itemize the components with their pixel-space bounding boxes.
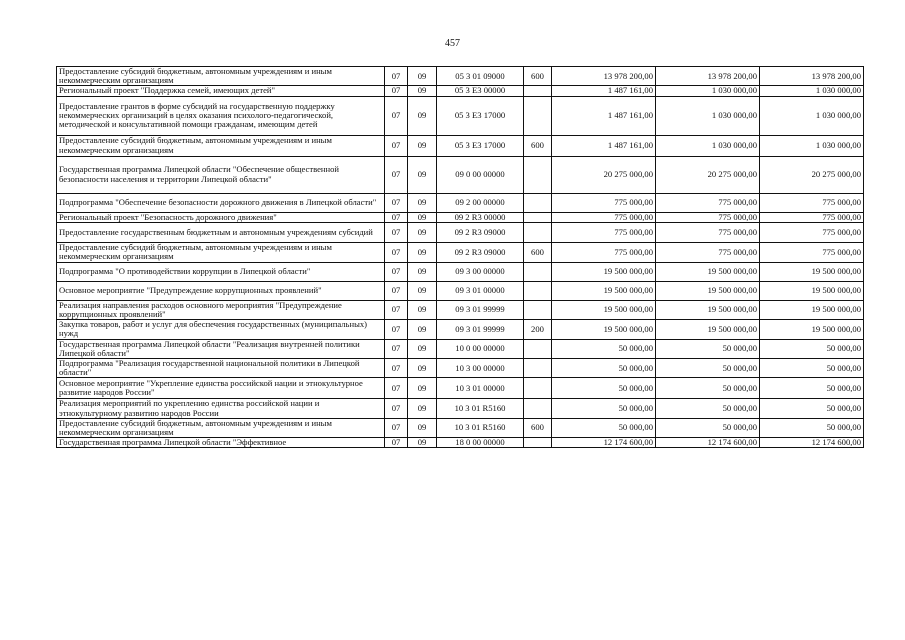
row-amount-year3: 1 030 000,00 xyxy=(760,135,864,156)
row-amount-year2: 50 000,00 xyxy=(656,399,760,418)
row-amount-year1: 19 500 000,00 xyxy=(552,281,656,300)
page-number: 457 xyxy=(445,38,460,49)
table-row xyxy=(57,418,864,437)
row-name: Предоставление субсидий бюджетным, автономным учреждениям и иным некоммерческим организациям xyxy=(57,135,385,156)
row-target-code: 05 3 01 09000 xyxy=(437,67,524,86)
row-subsection: 09 xyxy=(408,300,437,319)
row-amount-year3: 50 000,00 xyxy=(760,378,864,399)
row-expense-type xyxy=(524,281,552,300)
row-section: 07 xyxy=(385,156,408,193)
row-name: Подпрограмма "Обеспечение безопасности дорожного движения в Липецкой области" xyxy=(57,193,385,212)
row-target-code: 09 2 R3 09000 xyxy=(437,242,524,262)
row-expense-type: 600 xyxy=(524,242,552,262)
row-name: Региональный проект "Безопасность дорожного движения" xyxy=(57,212,385,222)
row-amount-year2: 775 000,00 xyxy=(656,212,760,222)
row-target-code: 09 2 R3 09000 xyxy=(437,222,524,242)
row-section: 07 xyxy=(385,378,408,399)
row-amount-year1: 1 487 161,00 xyxy=(552,135,656,156)
row-subsection: 09 xyxy=(408,212,437,222)
budget-table-body xyxy=(57,67,864,448)
row-subsection: 09 xyxy=(408,438,437,448)
row-expense-type xyxy=(524,438,552,448)
row-amount-year3: 1 030 000,00 xyxy=(760,86,864,96)
table-row xyxy=(57,399,864,418)
table-row xyxy=(57,222,864,242)
row-name: Государственная программа Липецкой области "Эффективное xyxy=(57,438,385,448)
row-name: Основное мероприятие "Укрепление единства российской нации и этнокультурное развитие народов России" xyxy=(57,378,385,399)
row-amount-year3: 12 174 600,00 xyxy=(760,438,864,448)
row-expense-type: 600 xyxy=(524,67,552,86)
row-target-code: 10 3 00 00000 xyxy=(437,359,524,378)
row-amount-year1: 13 978 200,00 xyxy=(552,67,656,86)
row-amount-year3: 19 500 000,00 xyxy=(760,281,864,300)
row-section: 07 xyxy=(385,339,408,358)
table-row xyxy=(57,242,864,262)
row-name: Государственная программа Липецкой области "Обеспечение общественной безопасности населения и территории Липецкой области" xyxy=(57,156,385,193)
row-amount-year3: 50 000,00 xyxy=(760,399,864,418)
row-amount-year2: 13 978 200,00 xyxy=(656,67,760,86)
row-section: 07 xyxy=(385,222,408,242)
table-row xyxy=(57,281,864,300)
row-amount-year2: 19 500 000,00 xyxy=(656,262,760,281)
row-amount-year1: 50 000,00 xyxy=(552,399,656,418)
row-amount-year2: 1 030 000,00 xyxy=(656,135,760,156)
row-amount-year3: 19 500 000,00 xyxy=(760,320,864,339)
row-section: 07 xyxy=(385,438,408,448)
row-amount-year3: 50 000,00 xyxy=(760,418,864,437)
row-amount-year3: 775 000,00 xyxy=(760,193,864,212)
row-amount-year1: 775 000,00 xyxy=(552,212,656,222)
table-row xyxy=(57,67,864,86)
row-amount-year3: 50 000,00 xyxy=(760,339,864,358)
row-amount-year3: 50 000,00 xyxy=(760,359,864,378)
row-section: 07 xyxy=(385,96,408,135)
row-target-code: 09 0 00 00000 xyxy=(437,156,524,193)
row-name: Реализация мероприятий по укреплению единства российской нации и этнокультурному развитию народов России xyxy=(57,399,385,418)
row-amount-year3: 1 030 000,00 xyxy=(760,96,864,135)
row-subsection: 09 xyxy=(408,242,437,262)
row-amount-year1: 50 000,00 xyxy=(552,418,656,437)
table-row xyxy=(57,193,864,212)
row-expense-type xyxy=(524,212,552,222)
row-expense-type: 200 xyxy=(524,320,552,339)
row-expense-type xyxy=(524,156,552,193)
table-row xyxy=(57,96,864,135)
row-amount-year1: 19 500 000,00 xyxy=(552,300,656,319)
row-amount-year1: 50 000,00 xyxy=(552,378,656,399)
row-amount-year1: 1 487 161,00 xyxy=(552,86,656,96)
row-section: 07 xyxy=(385,320,408,339)
table-row xyxy=(57,156,864,193)
row-name: Основное мероприятие "Предупреждение коррупционных проявлений" xyxy=(57,281,385,300)
row-subsection: 09 xyxy=(408,96,437,135)
row-amount-year2: 50 000,00 xyxy=(656,378,760,399)
row-name: Подпрограмма "О противодействии коррупции в Липецкой области" xyxy=(57,262,385,281)
row-amount-year1: 1 487 161,00 xyxy=(552,96,656,135)
table-row xyxy=(57,438,864,448)
row-expense-type xyxy=(524,378,552,399)
row-expense-type xyxy=(524,399,552,418)
row-target-code: 10 3 01 R5160 xyxy=(437,418,524,437)
row-name: Предоставление грантов в форме субсидий на государственную поддержку некоммерческих организаций в целях оказания психолого-педагогической, методической и консультативной помощи гражданам, имеющим детей xyxy=(57,96,385,135)
row-expense-type xyxy=(524,359,552,378)
row-section: 07 xyxy=(385,212,408,222)
table-row xyxy=(57,262,864,281)
table-row xyxy=(57,378,864,399)
row-amount-year3: 775 000,00 xyxy=(760,212,864,222)
row-target-code: 09 3 01 00000 xyxy=(437,281,524,300)
row-name: Предоставление государственным бюджетным и автономным учреждениям субсидий xyxy=(57,222,385,242)
row-section: 07 xyxy=(385,281,408,300)
row-amount-year2: 50 000,00 xyxy=(656,339,760,358)
row-section: 07 xyxy=(385,86,408,96)
row-target-code: 05 3 E3 00000 xyxy=(437,86,524,96)
row-name: Государственная программа Липецкой области "Реализация внутренней политики Липецкой области" xyxy=(57,339,385,358)
row-amount-year2: 1 030 000,00 xyxy=(656,96,760,135)
row-subsection: 09 xyxy=(408,262,437,281)
row-target-code: 09 3 00 00000 xyxy=(437,262,524,281)
row-expense-type xyxy=(524,222,552,242)
row-section: 07 xyxy=(385,300,408,319)
table-row xyxy=(57,339,864,358)
row-name: Реализация направления расходов основного мероприятия "Предупреждение коррупционных проявлений" xyxy=(57,300,385,319)
row-amount-year2: 50 000,00 xyxy=(656,418,760,437)
row-amount-year1: 12 174 600,00 xyxy=(552,438,656,448)
row-target-code: 05 3 E3 17000 xyxy=(437,96,524,135)
row-subsection: 09 xyxy=(408,339,437,358)
table-row xyxy=(57,86,864,96)
row-expense-type: 600 xyxy=(524,135,552,156)
table-row xyxy=(57,320,864,339)
row-section: 07 xyxy=(385,262,408,281)
row-subsection: 09 xyxy=(408,67,437,86)
row-expense-type: 600 xyxy=(524,418,552,437)
row-section: 07 xyxy=(385,242,408,262)
row-target-code: 10 3 01 00000 xyxy=(437,378,524,399)
row-name: Региональный проект "Поддержка семей, имеющих детей" xyxy=(57,86,385,96)
row-section: 07 xyxy=(385,359,408,378)
row-amount-year3: 20 275 000,00 xyxy=(760,156,864,193)
row-amount-year2: 19 500 000,00 xyxy=(656,300,760,319)
row-subsection: 09 xyxy=(408,86,437,96)
row-name: Подпрограмма "Реализация государственной национальной политики в Липецкой области" xyxy=(57,359,385,378)
row-amount-year2: 775 000,00 xyxy=(656,242,760,262)
row-section: 07 xyxy=(385,399,408,418)
table-row xyxy=(57,300,864,319)
row-target-code: 10 3 01 R5160 xyxy=(437,399,524,418)
row-subsection: 09 xyxy=(408,378,437,399)
row-name: Предоставление субсидий бюджетным, автономным учреждениям и иным некоммерческим организациям xyxy=(57,67,385,86)
row-amount-year2: 19 500 000,00 xyxy=(656,320,760,339)
row-subsection: 09 xyxy=(408,399,437,418)
row-name: Предоставление субсидий бюджетным, автономным учреждениям и иным некоммерческим организациям xyxy=(57,418,385,437)
row-amount-year3: 19 500 000,00 xyxy=(760,300,864,319)
row-expense-type xyxy=(524,262,552,281)
row-target-code: 05 3 E3 17000 xyxy=(437,135,524,156)
row-subsection: 09 xyxy=(408,135,437,156)
row-subsection: 09 xyxy=(408,359,437,378)
row-target-code: 09 2 00 00000 xyxy=(437,193,524,212)
table-row xyxy=(57,135,864,156)
row-amount-year3: 19 500 000,00 xyxy=(760,262,864,281)
row-amount-year1: 775 000,00 xyxy=(552,193,656,212)
row-section: 07 xyxy=(385,135,408,156)
row-amount-year1: 50 000,00 xyxy=(552,359,656,378)
row-amount-year3: 775 000,00 xyxy=(760,222,864,242)
row-expense-type xyxy=(524,193,552,212)
row-amount-year3: 775 000,00 xyxy=(760,242,864,262)
row-subsection: 09 xyxy=(408,281,437,300)
row-section: 07 xyxy=(385,67,408,86)
row-amount-year2: 50 000,00 xyxy=(656,359,760,378)
row-target-code: 09 3 01 99999 xyxy=(437,320,524,339)
budget-table xyxy=(56,66,864,448)
row-section: 07 xyxy=(385,193,408,212)
row-amount-year1: 19 500 000,00 xyxy=(552,262,656,281)
row-expense-type xyxy=(524,86,552,96)
row-amount-year1: 775 000,00 xyxy=(552,242,656,262)
row-name: Предоставление субсидий бюджетным, автономным учреждениям и иным некоммерческим организациям xyxy=(57,242,385,262)
row-subsection: 09 xyxy=(408,193,437,212)
row-amount-year2: 19 500 000,00 xyxy=(656,281,760,300)
row-amount-year2: 20 275 000,00 xyxy=(656,156,760,193)
row-amount-year2: 775 000,00 xyxy=(656,193,760,212)
row-amount-year1: 19 500 000,00 xyxy=(552,320,656,339)
row-amount-year2: 12 174 600,00 xyxy=(656,438,760,448)
row-expense-type xyxy=(524,339,552,358)
row-subsection: 09 xyxy=(408,418,437,437)
row-subsection: 09 xyxy=(408,222,437,242)
row-amount-year1: 20 275 000,00 xyxy=(552,156,656,193)
row-target-code: 18 0 00 00000 xyxy=(437,438,524,448)
row-amount-year2: 775 000,00 xyxy=(656,222,760,242)
row-amount-year2: 1 030 000,00 xyxy=(656,86,760,96)
row-amount-year1: 50 000,00 xyxy=(552,339,656,358)
row-target-code: 10 0 00 00000 xyxy=(437,339,524,358)
row-target-code: 09 2 R3 00000 xyxy=(437,212,524,222)
row-section: 07 xyxy=(385,418,408,437)
row-subsection: 09 xyxy=(408,320,437,339)
row-name: Закупка товаров, работ и услуг для обеспечения государственных (муниципальных) нужд xyxy=(57,320,385,339)
row-amount-year1: 775 000,00 xyxy=(552,222,656,242)
row-target-code: 09 3 01 99999 xyxy=(437,300,524,319)
row-amount-year3: 13 978 200,00 xyxy=(760,67,864,86)
table-row xyxy=(57,212,864,222)
row-expense-type xyxy=(524,300,552,319)
row-expense-type xyxy=(524,96,552,135)
table-row xyxy=(57,359,864,378)
row-subsection: 09 xyxy=(408,156,437,193)
